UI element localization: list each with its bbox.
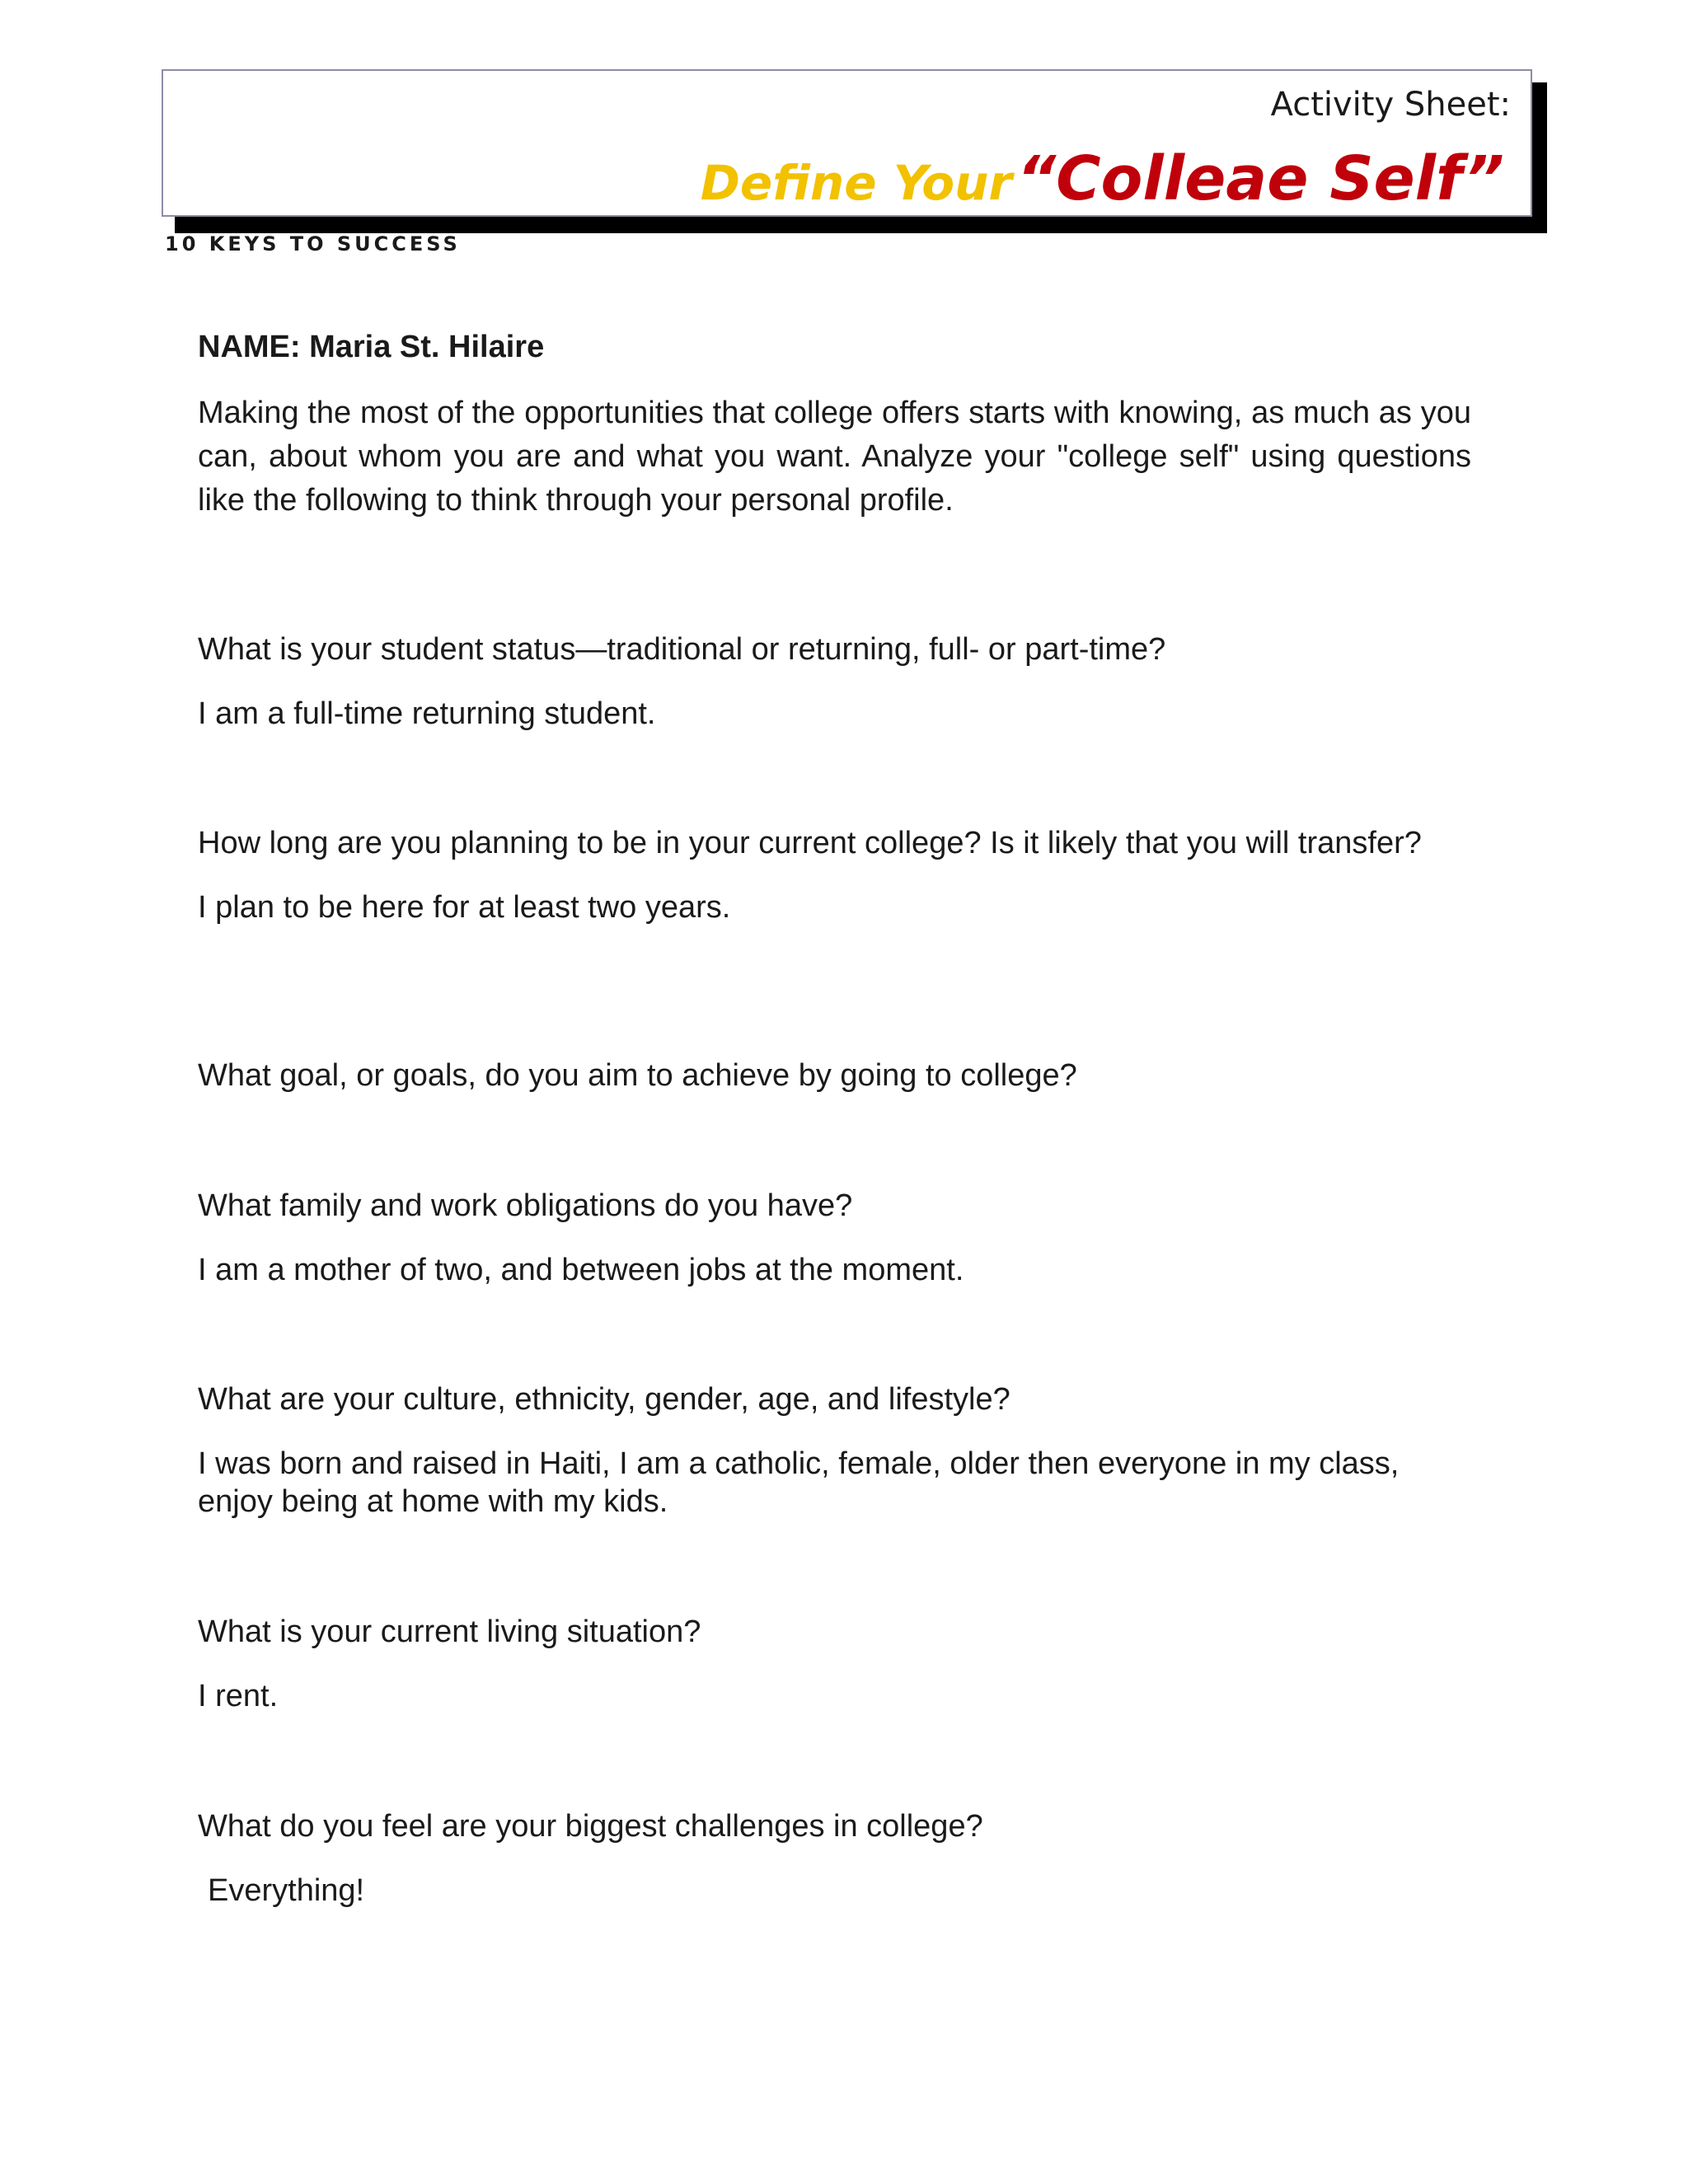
qa-item-goals [198,1057,1471,1121]
qa-item-status [198,630,1471,733]
intro-paragraph: Making the most of the opportunities that college offers starts with knowing, as much as you can, about whom you are and what you want. Analyze your "college self" using questions like the following to think through your personal profile. [198,396,1471,518]
question-text: What do you feel are your biggest challenges in college? [198,1809,983,1844]
qa-item-duration [198,824,1471,926]
question-text: What is your current living situation? [198,1615,701,1649]
answer-text: I plan to be here for at least two years. [198,890,731,925]
qa-item-obligations [198,1187,1471,1289]
question-text: What family and work obligations do you have? [198,1188,853,1223]
header-box [162,69,1532,217]
series-label: 10 KEYS TO SUCCESS [165,232,461,255]
answer-text: Everything! [208,1873,365,1908]
question-text: What is your student status—traditional or returning, full- or part-time? [198,632,1166,667]
activity-sheet-label: Activity Sheet: [1270,86,1511,124]
qa-item-challenges [198,1807,1471,1910]
qa-item-culture [198,1380,1471,1521]
qa-item-living [198,1613,1471,1715]
intro-section [198,330,1471,523]
answer-text: I am a mother of two, and between jobs at the moment. [198,1253,964,1287]
question-text: What are your culture, ethnicity, gender, age, and lifestyle? [198,1382,1010,1417]
question-text: How long are you planning to be in your current college? Is it likely that you will transfer? [198,826,1422,860]
question-text: What goal, or goals, do you aim to achieve by going to college? [198,1058,1077,1093]
title-main: “Colleae Self” [1016,143,1504,214]
answer-text: I am a full-time returning student. [198,696,656,731]
title-prefix: Define Your [700,155,1012,211]
answer-text: I was born and raised in Haiti, I am a catholic, female, older then everyone in my class, enjoy being at home with my kids. [198,1446,1400,1519]
student-name: NAME: Maria St. Hilaire [198,330,545,364]
answer-text: I rent. [198,1679,279,1713]
worksheet-title [701,143,1504,214]
